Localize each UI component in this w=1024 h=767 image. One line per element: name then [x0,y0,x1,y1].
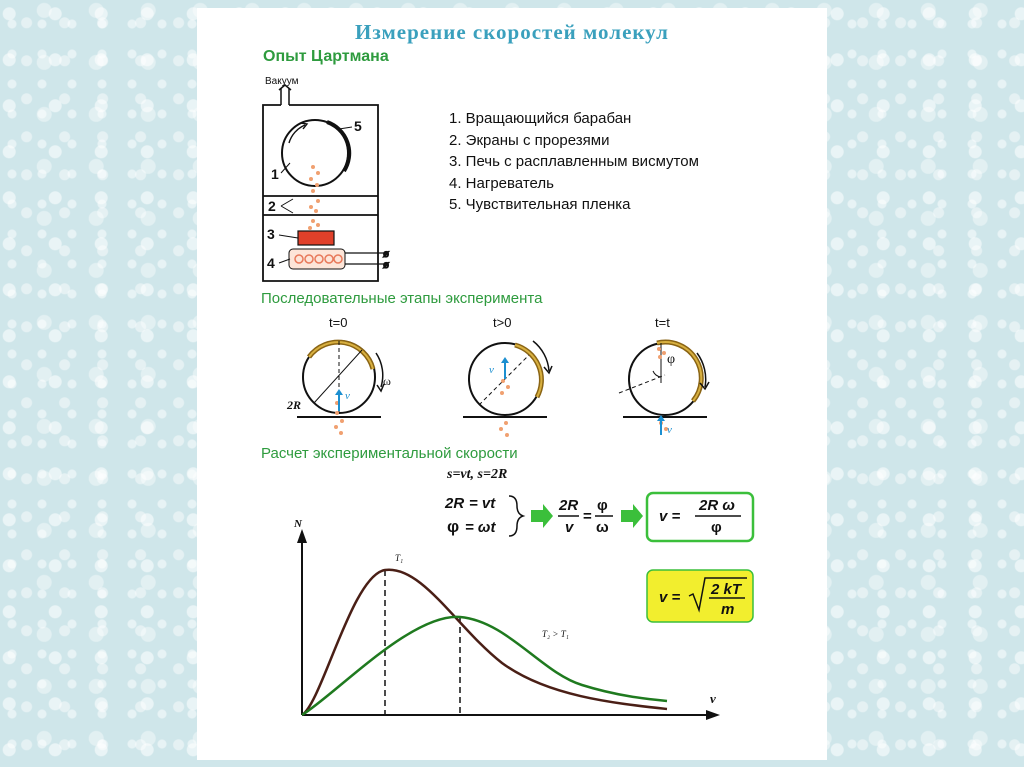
ratio-left-numerator: 2R [559,497,579,514]
stage-label: t=0 [329,315,348,330]
stage-film [657,342,701,401]
omega-label: ω [383,374,391,388]
result-numerator: 2R ω [699,497,735,514]
stage-label: t=t [655,315,670,330]
result-denominator: φ [711,519,722,536]
callout-5: 5 [354,118,362,134]
stage-film [309,342,373,369]
legend-item-oven: 3. Печь с расплавленным висмутом [449,153,699,170]
ratio-left-denominator: v [565,519,574,536]
eq2-lhs: φ [447,517,460,536]
bismuth-beam [308,165,320,235]
callout-3-leader [279,235,298,238]
stage-t-final [619,315,709,436]
callout-5-leader [339,127,352,129]
speed-distribution-chart [282,513,735,728]
svg-text:ø: ø [383,249,390,260]
vacuum-label: Вакуум [265,76,299,87]
velocity-arrowhead [501,357,509,363]
legend-item-drum: 1. Вращающийся барабан [449,110,632,127]
legend-item-heater: 4. Нагреватель [449,174,554,192]
eq1-rhs: = vt [469,495,496,512]
x-axis-label: v [710,691,716,706]
drum-rotation-arrow [289,125,305,143]
callout-4-leader [279,259,290,263]
stage-film-highlight [515,345,541,397]
curve-t1-label: T₁ [395,553,404,563]
sensitive-film [327,122,349,171]
mean-speed-denominator: m [721,601,735,618]
y-axis-label: N [294,518,302,530]
mean-speed-numerator: 2 kT [711,581,742,598]
callout-1: 1 [271,166,279,182]
experiment-subtitle: Опыт Цартмана [263,48,389,65]
stage-film-highlight [657,342,701,401]
slide-page [197,8,827,760]
callout-4: 4 [267,255,275,271]
omega-arrow [376,353,383,387]
calculation-heading: Расчет экспериментальной скорости [261,445,518,462]
stages-heading: Последовательные этапы эксперимента [261,290,543,307]
mean-speed-lhs: v = [659,589,681,606]
bismuth-oven [298,231,334,245]
diameter-label: 2R [287,398,302,412]
svg-text:=: = [583,508,592,525]
callout-2-leader [281,199,293,213]
result-lhs: v = [659,508,681,525]
callout-3: 3 [267,226,275,242]
svg-text:ø: ø [383,260,390,271]
legend-item-screens: 2. Экраны с прорезями [449,131,610,149]
x-axis-arrowhead [706,710,720,720]
distance-formula: s=vt, s=2R [447,467,508,482]
zartman-apparatus-diagram [197,63,437,288]
phi-label: φ [667,352,676,367]
heater-wires [345,249,389,271]
velocity-label: v [667,424,672,436]
vacuum-pipe [281,88,289,105]
velocity-arrowhead [335,389,343,395]
y-axis-arrowhead [297,529,307,543]
velocity-label: v [489,364,494,376]
stage-label: t>0 [493,315,512,330]
page-title: Измерение скоростей молекул [355,20,669,44]
velocity-label: v [345,390,350,402]
callout-2: 2 [268,198,276,214]
ratio-right-numerator: φ [597,497,608,514]
curve-t2 [302,617,667,715]
phi-arc [653,371,661,377]
eq2-rhs: = ωt [465,519,496,536]
stage-t0 [286,315,391,435]
stage-t-positive [463,315,552,437]
apparatus-legend [449,108,699,216]
ratio-right-denominator: ω [596,519,609,536]
axis-dashed [619,375,665,393]
curve-t2-label: T₂ > T₁ [542,629,569,639]
heater [289,249,345,269]
experiment-stages-diagram [257,313,727,443]
eq1-lhs: 2R [445,495,465,512]
legend-item-film: 5. Чувствительная пленка [449,196,631,213]
